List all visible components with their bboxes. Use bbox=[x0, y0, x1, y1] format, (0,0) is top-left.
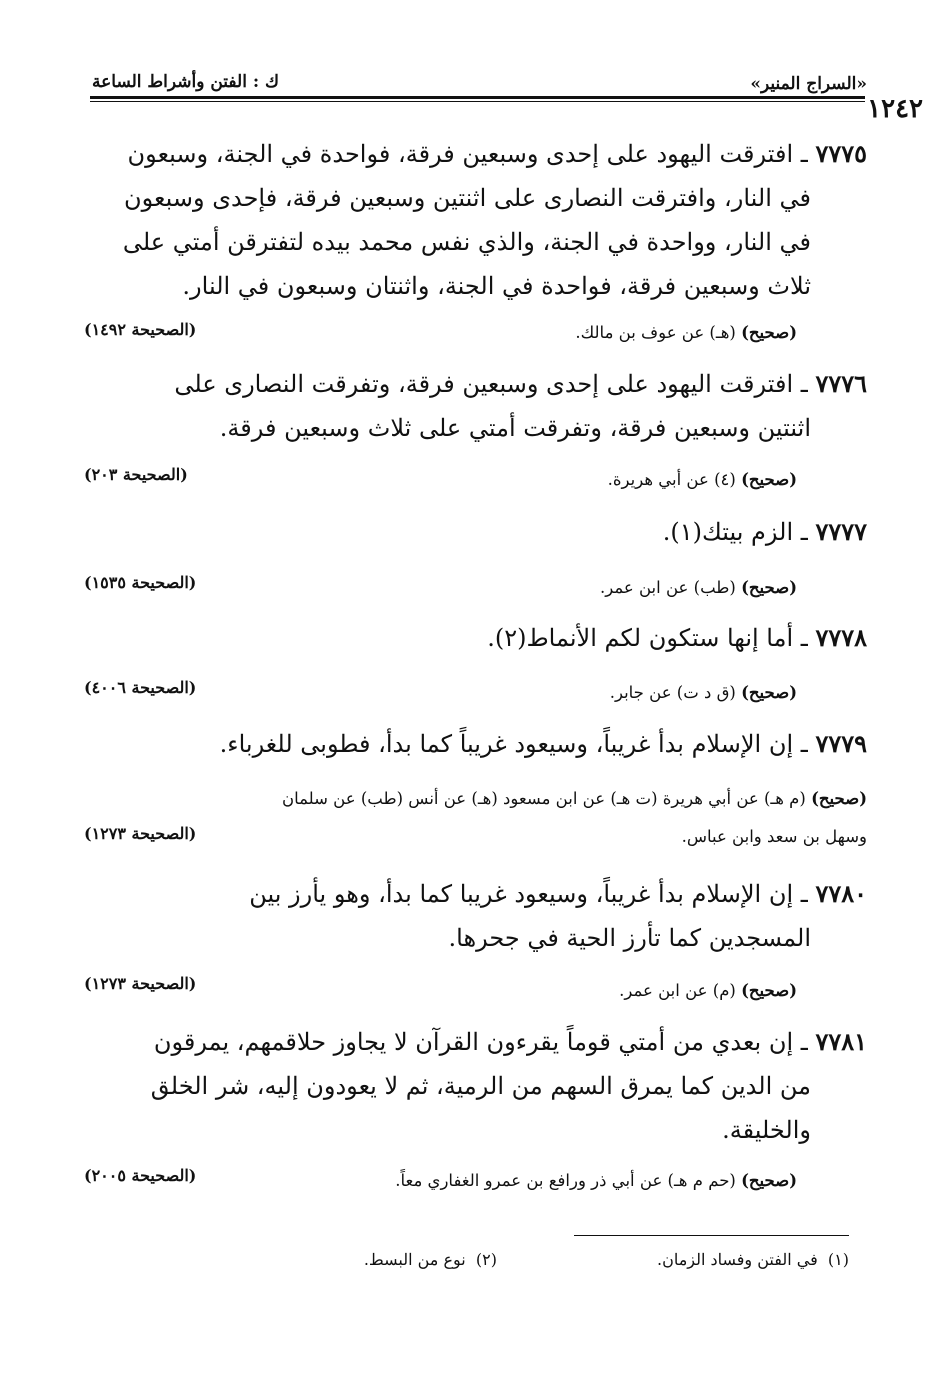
reference-citation: (الصحيحة ٢٠٣) bbox=[84, 465, 188, 484]
hadith-block bbox=[88, 1020, 867, 1152]
footnote-text: نوع من البسط. bbox=[363, 1250, 466, 1269]
hadith-number: ٧٧٧٦ bbox=[815, 369, 867, 398]
source-text: (٤) عن أبي هريرة. bbox=[607, 470, 736, 489]
hadith-line bbox=[88, 362, 867, 406]
hadith-block bbox=[88, 510, 867, 554]
page-number: ١٢٤٢ bbox=[867, 94, 923, 124]
footnote-2 bbox=[364, 1250, 497, 1269]
hadith-line bbox=[88, 872, 867, 916]
hadith-line bbox=[88, 1020, 867, 1064]
source-text: (حم م هـ) عن أبي ذر ورافع بن عمرو الغفاري معاً. bbox=[395, 1171, 736, 1190]
footnote-marker: (١) bbox=[827, 1250, 849, 1269]
hadith-text: ـ إن الإسلام بدأ غريباً، وسيعود غريباً كما بدأ، فطوبى للغرباء. bbox=[219, 730, 808, 758]
hadith-line: اثنتين وسبعين فرقة، وتفرقت أمتي على ثلاث وسبعين فرقة. bbox=[219, 414, 811, 442]
hadith-line: في النار، وافترقت النصارى على اثنتين وسبعين فرقة، فإحدى وسبعون bbox=[124, 184, 811, 212]
footnote-rule bbox=[574, 1235, 849, 1236]
grade-label: (صحيح) bbox=[741, 470, 797, 489]
hadith-line: المسجدين كما تأرز الحية في جحرها. bbox=[448, 924, 811, 952]
hadith-number: ٧٧٨٠ bbox=[815, 879, 867, 908]
hadith-text: ـ إن الإسلام بدأ غريباً، وسيعود غريبا كما بدأ، وهو يأرز بين bbox=[249, 880, 808, 908]
hadith-number: ٧٧٧٨ bbox=[815, 623, 867, 652]
hadith-line bbox=[88, 616, 867, 660]
hadith-line bbox=[88, 510, 867, 554]
footnote-1 bbox=[657, 1250, 849, 1269]
footnote-marker: (٢) bbox=[475, 1250, 497, 1269]
hadith-line bbox=[88, 722, 867, 766]
reference-citation: (الصحيحة ١٤٩٢) bbox=[84, 320, 197, 339]
hadith-line: من الدين كما يمرق السهم من الرمية، ثم لا يعودون إليه، شر الخلق bbox=[150, 1072, 811, 1100]
reference-citation: (الصحيحة ١٥٣٥) bbox=[84, 573, 197, 592]
source-text: (هـ) عن عوف بن مالك. bbox=[575, 323, 736, 342]
source-line bbox=[100, 786, 867, 812]
reference-citation: (الصحيحة ٤٠٠٦) bbox=[84, 678, 197, 697]
grade-label: (صحيح) bbox=[741, 1171, 797, 1190]
hadith-number: ٧٧٧٥ bbox=[815, 139, 867, 168]
source-text: (م هـ) عن أبي هريرة (ت هـ) عن ابن مسعود (هـ) عن أنس (طب) عن سلمان bbox=[281, 789, 806, 808]
reference-citation: (الصحيحة ١٢٧٣) bbox=[84, 824, 197, 843]
source-text: (طب) عن ابن عمر. bbox=[600, 578, 736, 597]
footnote-text: في الفتن وفساد الزمان. bbox=[656, 1250, 818, 1269]
hadith-text: ـ افترقت اليهود على إحدى وسبعين فرقة، وتفرقت النصارى على bbox=[174, 370, 808, 398]
running-header-chapter: ك : الفتن وأشراط الساعة bbox=[92, 72, 280, 92]
hadith-number: ٧٧٧٩ bbox=[815, 729, 867, 758]
hadith-line bbox=[88, 132, 867, 176]
hadith-block bbox=[88, 132, 867, 308]
grade-label: (صحيح) bbox=[741, 683, 797, 702]
source-line: وسهل بن سعد وابن عباس. bbox=[681, 827, 867, 846]
hadith-number: ٧٧٧٧ bbox=[815, 517, 867, 546]
running-header-book-title: «السراج المنير» bbox=[750, 74, 867, 94]
header-rule-thin bbox=[90, 101, 865, 102]
reference-citation: (الصحيحة ١٢٧٣) bbox=[84, 974, 197, 993]
hadith-text: ـ الزم بيتك(١). bbox=[662, 518, 808, 546]
grade-label: (صحيح) bbox=[741, 323, 797, 342]
hadith-block bbox=[88, 722, 867, 766]
hadith-text: ـ أما إنها ستكون لكم الأنماط(٢). bbox=[487, 624, 808, 652]
source-text: (م) عن ابن عمر. bbox=[619, 981, 736, 1000]
grade-label: (صحيح) bbox=[741, 578, 797, 597]
hadith-line: والخليقة. bbox=[722, 1116, 811, 1144]
hadith-text: ـ إن بعدي من أمتي قوماً يقرءون القرآن لا يجاوز حلاقمهم، يمرقون bbox=[153, 1028, 808, 1056]
header-rule bbox=[90, 96, 865, 99]
hadith-line: ثلاث وسبعين فرقة، فواحدة في الجنة، واثنتان وسبعون في النار. bbox=[182, 272, 811, 300]
hadith-block bbox=[88, 616, 867, 660]
reference-citation: (الصحيحة ٢٠٠٥) bbox=[84, 1166, 197, 1185]
hadith-text: ـ افترقت اليهود على إحدى وسبعين فرقة، فواحدة في الجنة، وسبعون bbox=[127, 140, 808, 168]
hadith-source bbox=[100, 786, 867, 850]
hadith-line: في النار، وواحدة في الجنة، والذي نفس محمد بيده لتفترقن أمتي على bbox=[122, 228, 811, 256]
hadith-block bbox=[88, 872, 867, 960]
source-text: (ق د ت) عن جابر. bbox=[609, 683, 736, 702]
hadith-source bbox=[88, 467, 797, 493]
grade-label: (صحيح) bbox=[811, 789, 867, 808]
hadith-block bbox=[88, 362, 867, 450]
grade-label: (صحيح) bbox=[741, 981, 797, 1000]
hadith-number: ٧٧٨١ bbox=[815, 1027, 867, 1056]
